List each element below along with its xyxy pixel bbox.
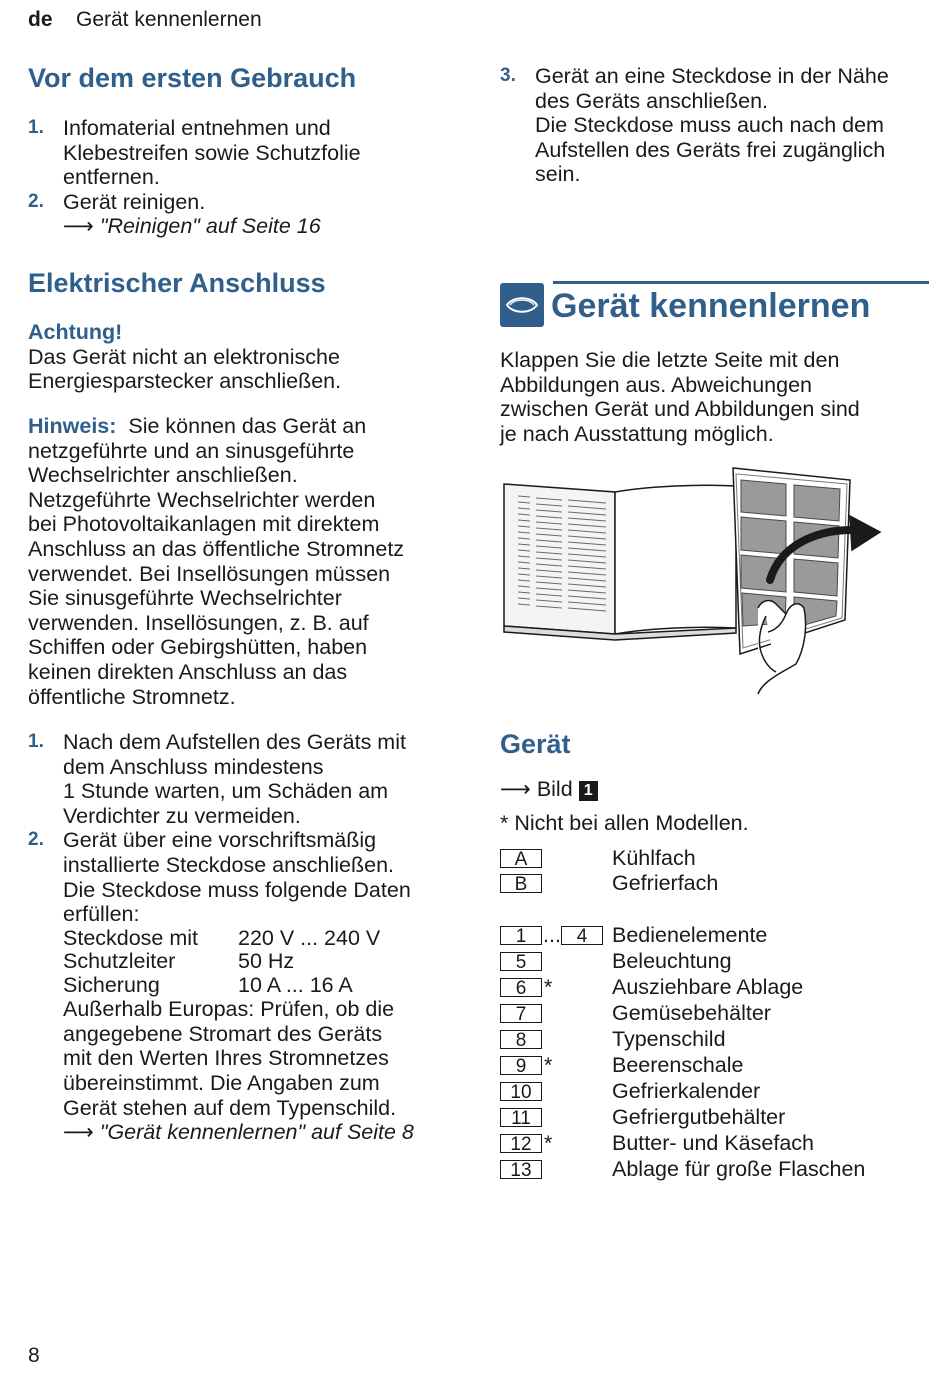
chapter-intro (500, 348, 930, 446)
note-text: Sie sinusgeführte Wechselrichter (28, 586, 342, 611)
step-number: 3. (500, 65, 516, 86)
step-text: dem Anschluss mindestens (63, 754, 324, 779)
step-text: des Geräts anschließen. (535, 88, 769, 113)
legend-key: 6 (500, 978, 542, 997)
legend-key: 1 (500, 926, 542, 945)
step-text: Die Steckdose muss auch nach dem (535, 113, 884, 138)
heading-geraet: Gerät (500, 729, 571, 759)
note-text: Netzgeführte Wechselrichter werden (28, 487, 376, 512)
figure-reference[interactable] (500, 777, 930, 802)
legend-text: Typenschild (612, 1027, 726, 1051)
step-text: Aufstellen des Geräts frei zugänglich (535, 137, 886, 162)
electrical-step-1 (28, 730, 468, 828)
note-block (28, 414, 468, 709)
legend-key: 13 (500, 1160, 542, 1179)
legend-key: B (500, 874, 542, 893)
legend-range-separator: ... (543, 923, 561, 947)
note-text: verwenden. Insellösungen, z. B. auf (28, 610, 369, 635)
note-text: bei Photovoltaikanlagen mit direktem (28, 512, 380, 537)
step-text: Gerät an eine Steckdose in der Nähe (535, 64, 889, 88)
legend-text: Gefrierfach (612, 871, 719, 895)
legend-text: Gemüsebehälter (612, 1001, 771, 1025)
chapter-rule (553, 281, 929, 284)
heading-electrical: Elektrischer Anschluss (28, 268, 326, 298)
cross-reference[interactable] (63, 1120, 468, 1145)
reference-text: "Gerät kennenlernen" auf Seite 8 (99, 1120, 414, 1145)
spec-row (63, 927, 380, 951)
step-text: Klebestreifen sowie Schutzfolie (63, 140, 361, 165)
legend-key: 12 (500, 1134, 542, 1153)
eye-icon (500, 283, 544, 327)
intro-text: Abbildungen aus. Abweichungen (500, 372, 813, 397)
note-text: Schiffen oder Gebirgshütten, haben (28, 635, 368, 660)
step-3-block (500, 64, 930, 187)
cross-reference[interactable] (63, 214, 468, 239)
step-number: 2. (28, 190, 44, 212)
note-text: verwendet. Bei Insellösungen müssen (28, 561, 391, 586)
note-text: netzgeführte und an sinusgeführte (28, 438, 355, 463)
intro-text: zwischen Gerät und Abbildungen sind (500, 397, 860, 422)
step-text: erfüllen: (63, 902, 140, 927)
note-label: Hinweis: (28, 414, 117, 438)
step-text: Gerät über eine vorschriftsmäßig (63, 828, 377, 853)
warning-block (28, 320, 468, 394)
page-number: 8 (28, 1344, 40, 1367)
spec-label: Steckdose mit (63, 925, 199, 950)
step-text: installierte Steckdose anschließen. (63, 852, 395, 877)
legend-star: * (544, 1053, 553, 1077)
spec-value: 220 V ... 240 V (238, 925, 381, 950)
legend-text: Ablage für große Flaschen (612, 1157, 866, 1181)
spec-row (63, 950, 380, 974)
step-text: Außerhalb Europas: Prüfen, ob die (63, 997, 395, 1022)
arrow-right-icon: ⟶ (500, 777, 531, 801)
spec-label: Schutzleiter (63, 949, 176, 974)
figure-label: Bild (536, 777, 573, 801)
legend-key: A (500, 849, 542, 868)
fold-out-page-illustration (500, 458, 890, 703)
step-text: entfernen. (63, 165, 160, 190)
spec-value: 50 Hz (238, 949, 295, 974)
step-1 (28, 116, 468, 190)
step-number: 2. (28, 829, 44, 851)
step-text: Gerät reinigen. (63, 189, 206, 214)
first-use-steps (28, 116, 468, 239)
step-text: Verdichter zu vermeiden. (63, 803, 301, 828)
note-text: keinen direkten Anschluss an das (28, 659, 348, 684)
heading-first-use: Vor dem ersten Gebrauch (28, 63, 357, 93)
reference-text: "Reinigen" auf Seite 16 (99, 214, 321, 239)
electrical-step-2 (28, 828, 468, 1144)
step-text: mit den Werten Ihres Stromnetzes (63, 1046, 389, 1071)
electrical-steps (28, 730, 468, 1145)
legend-text: Gefrierkalender (612, 1079, 761, 1103)
legend-key: 8 (500, 1030, 542, 1049)
legend-text: Butter- und Käsefach (612, 1131, 814, 1155)
legend-text: Ausziehbare Ablage (612, 975, 804, 999)
chapter-title: Gerät kennenlernen (551, 287, 871, 325)
step-text: sein. (535, 162, 581, 187)
legend-star: * (544, 1131, 553, 1155)
step-text: Die Steckdose muss folgende Daten (63, 877, 411, 902)
step-text: übereinstimmt. Die Angaben zum (63, 1071, 380, 1096)
legend-key: 10 (500, 1082, 542, 1101)
step-number: 1. (28, 117, 44, 138)
legend-letters (500, 846, 930, 898)
legend-text: Kühlfach (612, 846, 696, 870)
step-3 (500, 64, 930, 187)
legend-key: 5 (500, 952, 542, 971)
arrow-right-icon: ⟶ (63, 1120, 94, 1145)
footnote: * Nicht bei allen Modellen. (500, 811, 749, 835)
note-text: Sie können das Gerät an (128, 414, 367, 438)
legend-key: 11 (500, 1108, 542, 1127)
note-text: Anschluss an das öffentliche Stromnetz (28, 536, 405, 561)
arrow-right-icon: ⟶ (63, 214, 94, 239)
header-language: de (28, 8, 53, 31)
legend-text: Beleuchtung (612, 949, 732, 973)
step-text: Nach dem Aufstellen des Geräts mit (63, 730, 406, 754)
step-number: 1. (28, 731, 44, 752)
note-text: Wechselrichter anschließen. (28, 463, 298, 488)
intro-text: Klappen Sie die letzte Seite mit den (500, 348, 840, 372)
spec-row (63, 974, 380, 998)
legend-text: Gefriergutbehälter (612, 1105, 786, 1129)
header-title: Gerät kennenlernen (76, 8, 262, 31)
legend-key: 4 (561, 926, 603, 945)
warning-text: Energiesparstecker anschließen. (28, 369, 342, 394)
figure-number-badge: 1 (579, 781, 598, 801)
step-text: Gerät stehen auf dem Typenschild. (63, 1095, 397, 1120)
step-text: angegebene Stromart des Geräts (63, 1021, 383, 1046)
spec-label: Sicherung (63, 972, 160, 997)
step-text: Infomaterial entnehmen und (63, 116, 331, 140)
spec-value: 10 A ... 16 A (238, 972, 353, 997)
socket-spec-table (63, 927, 380, 998)
legend-text: Bedienelemente (612, 923, 768, 947)
legend-numbers (500, 923, 930, 1185)
legend-text: Beerenschale (612, 1053, 744, 1077)
step-2 (28, 190, 468, 239)
warning-text: Das Gerät nicht an elektronische (28, 344, 340, 369)
legend-key: 7 (500, 1004, 542, 1023)
step-text: 1 Stunde warten, um Schäden am (63, 779, 389, 804)
intro-text: je nach Ausstattung möglich. (500, 421, 774, 446)
legend-key: 9 (500, 1056, 542, 1075)
legend-star: * (544, 975, 553, 999)
note-text: öffentliche Stromnetz. (28, 684, 236, 709)
warning-label: Achtung! (28, 320, 123, 344)
